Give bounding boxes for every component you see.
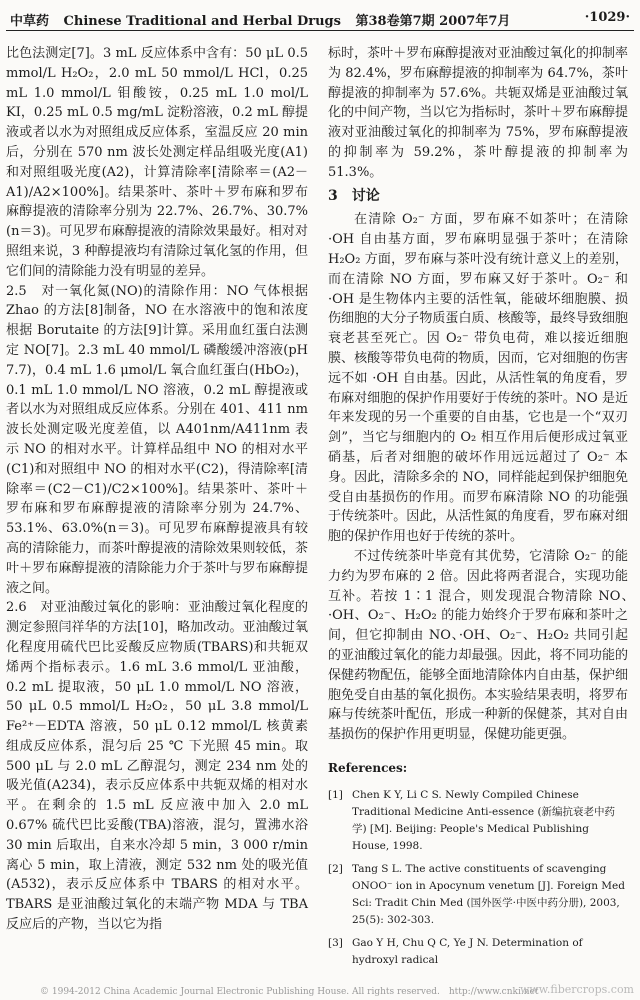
reference-text: Chen K Y, Li C S. Newly Compiled Chinese Traditional Medicine Anti-essence (新编抗衰老中药学) [M]. Beijing: People's Medical Publishing House, 1998. [352,788,616,852]
page-header [6,8,634,31]
watermark: www.fibercrops.com [519,983,634,996]
reference-number: [2] [328,862,343,875]
reference-number: [3] [328,936,343,949]
paragraph: 比色法测定[7]。3 mL 反应体系中含有：50 μL 0.5 mmol/L H₂O₂，2.0 mL 50 mmol/L HCl，0.25 mL 1.0 mmol/L 钼酸铵，0.25 mL 1.0 mol/L KI，0.25 mL 0.5 mg/mL 淀粉溶液，0.2 mL 醇提液或者以水为对照组成反应体系，室温反应 20 min 后，分别在 570 nm 波长处测定样品组吸光度(A1)和对照组吸光度(A2)，计算清除率[清除率＝(A2－A1)/A2×100%]。结果茶叶、茶叶＋罗布麻和罗布麻醇提液的清除率分别为 22.7%、26.7%、30.7%(n＝3)。可见罗布麻醇提液的清除效果最好。相对对照组来说，3 种醇提液均有清除过氧化氢的作用，但它们间的清除能力没有明显的差异。 [6,46,308,279]
section-heading: 3 讨论 [328,187,380,204]
reference-item [328,787,628,855]
issue-info: 第38卷第7期 2007年7月 [355,14,511,29]
paragraph: 标时，茶叶＋罗布麻醇提液对亚油酸过氧化的抑制率为 82.4%，罗布麻醇提液的抑制率为 64.7%，茶叶醇提液的抑制率为 57.6%。共轭双烯是亚油酸过氧化的中间产物，当以它为指标时，茶叶＋罗布麻醇提液对亚油酸过氧化的抑制率为 75%，罗布麻醇提液的抑制率为 59.2%，茶叶醇提液的抑制率为 51.3%。 [328,46,628,180]
paragraph: 不过传统茶叶毕竟有其优势，它清除 O₂⁻ 的能力约为罗布麻的 2 倍。因此将两者混合，实现功能互补。若按 1∶1 混合，则发现混合物清除 NO、·OH、O₂⁻、H₂O₂ 的能力始终介于罗布麻和茶叶之间，但它抑制由 NO、·OH、O₂⁻、H₂O₂ 共同引起的亚油酸过氧化的能力却最强。因此，将不同功能的保健药物配伍，能够全面地清除体内自由基，保护细胞免受自由基的氧化损伤。本实验结果表明，将罗布麻与传统茶叶配伍，形成一种新的保健茶，其对自由基损伤的保护作用更明显，保健功能更强。 [328,548,628,743]
journal-cn: 中草药 [10,14,50,29]
header-left [10,10,520,29]
left-column [6,44,308,935]
copyright-footer: © 1994-2012 China Academic Journal Electronic Publishing House. All rights reserved. http://www.cnki.net [40,987,539,997]
right-column [328,44,628,975]
page-number: ·1029· [584,10,630,25]
reference-text: Gao Y H, Chu Q C, Ye J N. Determination of hydroxyl radical [352,936,583,966]
references-heading: References: [328,760,408,775]
reference-item [328,935,628,969]
reference-item [328,861,628,929]
journal-en: Chinese Traditional and Herbal Drugs [63,14,341,29]
paragraph: 在清除 O₂⁻ 方面，罗布麻不如茶叶；在清除 ·OH 自由基方面，罗布麻明显强于茶叶；在清除 H₂O₂ 方面，罗布麻与茶叶没有统计意义上的差别，而在清除 NO 方面，罗布麻又好于茶叶。O₂⁻ 和 ·OH 是生物体内主要的活性氧，能破坏细胞膜、损伤细胞的大分子物质蛋白质、核酸等，最终导致细胞衰老甚至死亡。因 O₂⁻ 带负电荷，难以接近细胞膜、核酸等带负电荷的物质，因而，它对细胞的伤害远不如 ·OH 自由基。因此，从活性氧的角度看，罗布麻对细胞的保护作用要好于传统的茶叶。NO 是近年来发现的另一个重要的自由基，它也是一个“双刃剑”，当它与细胞内的 O₂ 相互作用后便形成过氧亚硝基，后者对细胞的破坏作用远远超过了 O₂⁻ 本身。因此，清除多余的 NO，同样能起到保护细胞免受自由基损伤的作用。而罗布麻清除 NO 的功能强于传统茶叶。因此，从活性氮的角度看，罗布麻对细胞的保护作用也好于传统的茶叶。 [328,212,628,545]
reference-number: [1] [328,788,343,801]
paragraph: 2.6 对亚油酸过氧化的影响：亚油酸过氧化程度的测定参照闫祥华的方法[10]，略加改动。亚油酸过氧化程度用硫代巴比妥酸反应物质(TBARS)和共轭双烯两个指标表示。1.6 mL 3.6 mmol/L 亚油酸，0.2 mL 提取液，50 μL 1.0 mmol/L NO 溶液，50 μL 0.5 mmol/L H₂O₂，50 μL 3.8 mmol/L Fe²⁺－EDTA 溶液，50 μL 0.12 mmol/L 核黄素组成反应体系，混匀后 25 ℃ 下光照 45 min。取 500 μL 与 2.0 mL 乙醇混匀，测定 234 nm 处的吸光值(A234)，表示反应体系中共轭双烯的相对水平。在剩余的 1.5 mL 反应液中加入 2.0 mL 0.67% 硫代巴比妥酸(TBA)溶液，混匀，置沸水浴 30 min 后取出，自来水冷却 5 min，3 000 r/min 离心 5 min，取上清液，测定 532 nm 处的吸光值(A532)，表示反应体系中 TBARS 的相对水平。TBARS 是亚油酸过氧化的末端产物 MDA 与 TBA 反应后的产物，当以它为指 [6,600,308,933]
paragraph: 2.5 对一氧化氮(NO)的清除作用：NO 气体根据 Zhao 的方法[8]制备，NO 在水溶液中的饱和浓度根据 Borutaite 的方法[9]计算。采用血红蛋白法测定 NO[7]。2.3 mL 40 mmol/L 磷酸缓冲溶液(pH 7.7)，0.4 mL 1.6 μmol/L 氧合血红蛋白(HbO₂)，0.1 mL 1.0 mmol/L NO 溶液，0.2 mL 醇提液或者以水为对照组成反应体系。分别在 401、411 nm 波长处测定吸光度差值，以 A401nm/A411nm 表示 NO 的相对水平。计算样品组中 NO 的相对水平(C1)和对照组中 NO 的相对水平(C2)，得清除率[清除率＝(C2－C1)/C2×100%]。结果茶叶、茶叶＋罗布麻和罗布麻醇提液的清除率分别为 24.7%、53.1%、63.0%(n＝3)。可见罗布麻醇提液具有较高的清除能力，而茶叶醇提液的清除效果则较低，茶叶＋罗布麻醇提液的清除能力介于茶叶与罗布麻醇提液之间。 [6,283,308,596]
reference-text: Tang S L. The active constituents of scavenging ONOO⁻ ion in Apocynum venetum [J]. Foreign Med Sci: Tradit Chin Med (国外医学·中医中药分册), 2003, 25(5): 302-303. [352,862,625,926]
